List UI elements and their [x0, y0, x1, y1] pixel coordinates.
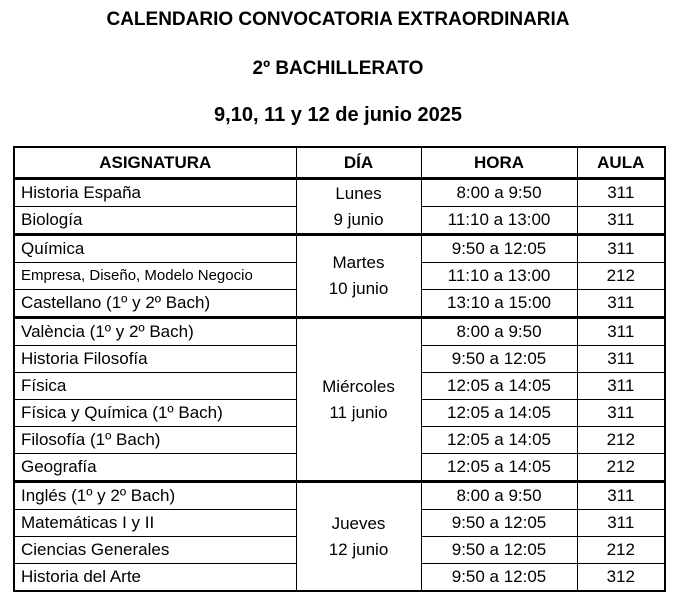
subject-cell: Empresa, Diseño, Modelo Negocio — [14, 263, 296, 290]
room-cell: 312 — [577, 564, 665, 592]
day-cell — [296, 482, 421, 592]
room-cell: 311 — [577, 400, 665, 427]
subject-cell: Geografía — [14, 454, 296, 482]
room-cell: 311 — [577, 482, 665, 510]
time-cell: 9:50 a 12:05 — [421, 235, 577, 263]
day-cell — [296, 179, 421, 235]
room-cell: 311 — [577, 207, 665, 235]
room-cell: 212 — [577, 454, 665, 482]
time-cell: 9:50 a 12:05 — [421, 564, 577, 592]
subject-cell: Historia del Arte — [14, 564, 296, 592]
time-cell: 9:50 a 12:05 — [421, 510, 577, 537]
room-cell: 311 — [577, 235, 665, 263]
room-cell: 311 — [577, 290, 665, 318]
subject-cell: Historia España — [14, 179, 296, 207]
table-row — [14, 482, 665, 510]
day-name: Lunes — [335, 183, 382, 203]
room-cell: 212 — [577, 263, 665, 290]
day-cell — [296, 318, 421, 482]
day-group-martes — [14, 235, 665, 318]
time-cell: 9:50 a 12:05 — [421, 346, 577, 373]
time-cell: 13:10 a 15:00 — [421, 290, 577, 318]
day-name: Jueves — [331, 513, 386, 533]
day-group-jueves — [14, 482, 665, 592]
table-row — [14, 318, 665, 346]
table-row — [14, 179, 665, 207]
day-name: Martes — [332, 253, 385, 272]
day-group-lunes — [14, 179, 665, 235]
subject-cell: Historia Filosofía — [14, 346, 296, 373]
room-cell: 212 — [577, 537, 665, 564]
time-cell: 8:00 a 9:50 — [421, 482, 577, 510]
subject-cell: Matemáticas I y II — [14, 510, 296, 537]
subject-cell: Filosofía (1º Bach) — [14, 427, 296, 454]
subject-cell: Biología — [14, 207, 296, 235]
subject-cell: Inglés (1º y 2º Bach) — [14, 482, 296, 510]
time-cell: 12:05 a 14:05 — [421, 400, 577, 427]
subject-cell: Castellano (1º y 2º Bach) — [14, 290, 296, 318]
page-subtitle: 2º BACHILLERATO — [252, 58, 424, 79]
column-header-dia: DÍA — [296, 147, 421, 179]
time-cell: 12:05 a 14:05 — [421, 454, 577, 482]
page-title: CALENDARIO CONVOCATORIA EXTRAORDINARIA — [106, 9, 570, 30]
subject-cell: València (1º y 2º Bach) — [14, 318, 296, 346]
time-cell: 9:50 a 12:05 — [421, 537, 577, 564]
room-cell: 311 — [577, 179, 665, 207]
day-date: 11 junio — [329, 402, 388, 422]
time-cell: 11:10 a 13:00 — [421, 207, 577, 235]
day-date: 9 junio — [333, 209, 384, 229]
time-cell: 11:10 a 13:00 — [421, 263, 577, 290]
column-header-aula: AULA — [577, 147, 665, 179]
column-header-hora: HORA — [421, 147, 577, 179]
day-cell — [296, 235, 421, 318]
time-cell: 12:05 a 14:05 — [421, 427, 577, 454]
time-cell: 8:00 a 9:50 — [421, 179, 577, 207]
table-header — [14, 147, 665, 179]
room-cell: 311 — [577, 346, 665, 373]
exam-schedule-table — [13, 146, 666, 592]
subject-cell: Química — [14, 235, 296, 263]
day-date: 10 junio — [328, 279, 389, 298]
subject-cell: Física y Química (1º Bach) — [14, 400, 296, 427]
day-group-miercoles — [14, 318, 665, 482]
time-cell: 8:00 a 9:50 — [421, 318, 577, 346]
exam-dates: 9,10, 11 y 12 de junio 2025 — [214, 104, 462, 126]
day-name: Miércoles — [322, 376, 395, 396]
time-cell: 12:05 a 14:05 — [421, 373, 577, 400]
subject-cell: Ciencias Generales — [14, 537, 296, 564]
column-header-asignatura: ASIGNATURA — [14, 147, 296, 179]
table-row — [14, 235, 665, 263]
room-cell: 311 — [577, 510, 665, 537]
room-cell: 311 — [577, 373, 665, 400]
room-cell: 212 — [577, 427, 665, 454]
day-date: 12 junio — [328, 539, 389, 559]
subject-cell: Física — [14, 373, 296, 400]
room-cell: 311 — [577, 318, 665, 346]
